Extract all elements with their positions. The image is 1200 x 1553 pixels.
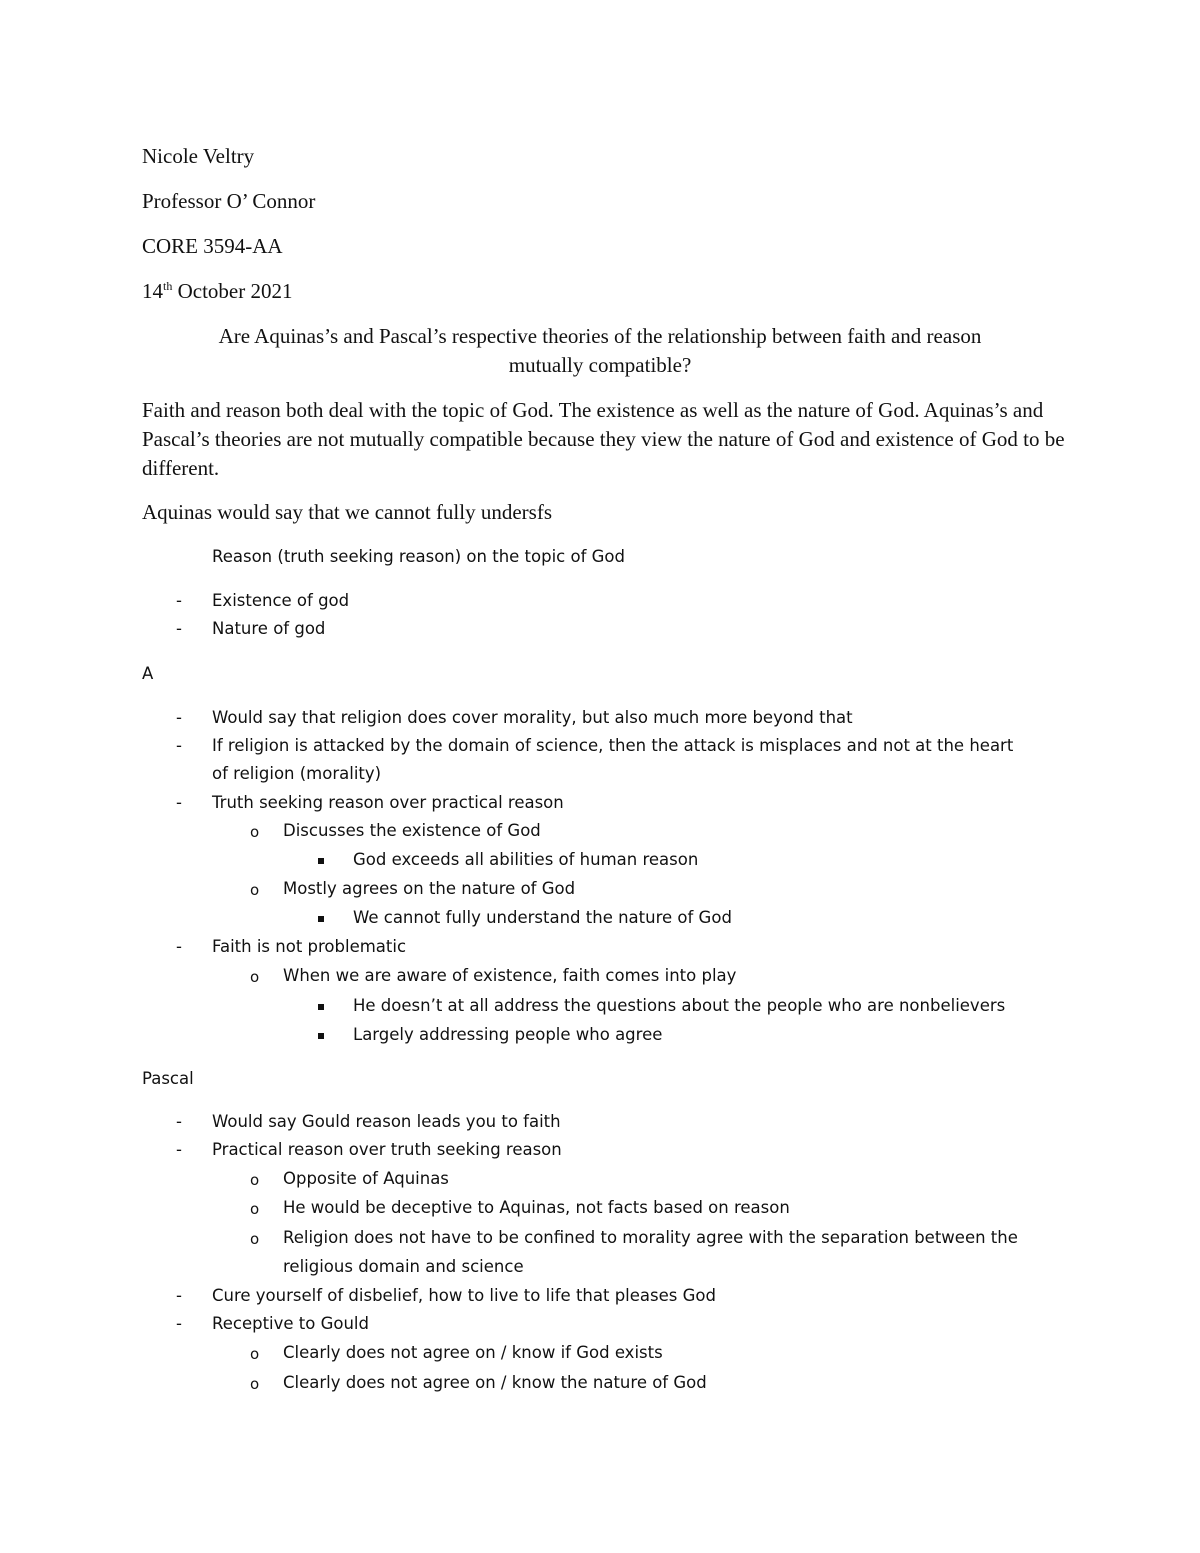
list-item: Would say Gould reason leads you to faith	[212, 1112, 561, 1131]
square-bullet-icon	[318, 916, 324, 922]
dash-bullet: -	[176, 591, 182, 610]
author-name: Nicole Veltry	[142, 144, 255, 168]
course-code: CORE 3594-AA	[142, 234, 283, 258]
circle-bullet: o	[250, 1375, 260, 1393]
list-item: Would say that religion does cover morality, but also much more beyond that	[212, 708, 853, 727]
list-item: Nature of god	[212, 619, 326, 638]
list-item: He doesn’t at all address the questions about the people who are nonbelievers	[353, 996, 1006, 1015]
list-item: God exceeds all abilities of human reason	[353, 850, 699, 869]
circle-bullet: o	[250, 881, 260, 899]
list-item: Cure yourself of disbelief, how to live to life that pleases God	[212, 1286, 716, 1305]
square-bullet-icon	[318, 1033, 324, 1039]
list-item: Clearly does not agree on / know if God exists	[283, 1343, 663, 1362]
document-date	[142, 281, 292, 302]
aquinas-sentence: Aquinas would say that we cannot fully undersfs	[142, 500, 553, 524]
circle-bullet: o	[250, 1345, 260, 1363]
square-bullet-icon	[318, 1004, 324, 1010]
section-label-a: A	[142, 664, 154, 683]
list-item: He would be deceptive to Aquinas, not facts based on reason	[283, 1198, 790, 1217]
date-day: 14	[142, 279, 163, 303]
list-item: Discusses the existence of God	[283, 821, 541, 840]
circle-bullet: o	[250, 1230, 260, 1248]
list-item: Largely addressing people who agree	[353, 1025, 663, 1044]
list-item: Receptive to Gould	[212, 1314, 369, 1333]
date-rest: October 2021	[172, 279, 293, 303]
dash-bullet: -	[176, 736, 182, 755]
list-item: Mostly agrees on the nature of God	[283, 879, 576, 898]
dash-bullet: -	[176, 1286, 182, 1305]
dash-bullet: -	[176, 793, 182, 812]
circle-bullet: o	[250, 1200, 260, 1218]
list-item-continuation: of religion (morality)	[212, 764, 382, 783]
professor-name: Professor O’ Connor	[142, 189, 316, 213]
list-item: Existence of god	[212, 591, 350, 610]
list-item: Opposite of Aquinas	[283, 1169, 449, 1188]
dash-bullet: -	[176, 1140, 182, 1159]
list-item: Faith is not problematic	[212, 937, 407, 956]
reason-heading: Reason (truth seeking reason) on the topic of God	[212, 547, 625, 566]
list-item: If religion is attacked by the domain of science, then the attack is misplaces and not at the heart	[212, 736, 1014, 755]
square-bullet-icon	[318, 858, 324, 864]
list-item: Clearly does not agree on / know the nature of God	[283, 1373, 707, 1392]
section-label-pascal: Pascal	[142, 1069, 194, 1088]
list-item: Religion does not have to be confined to morality agree with the separation between the	[283, 1228, 1018, 1247]
list-item: Truth seeking reason over practical reason	[212, 793, 564, 812]
dash-bullet: -	[176, 1314, 182, 1333]
list-item: We cannot fully understand the nature of God	[353, 908, 732, 927]
list-item: Practical reason over truth seeking reason	[212, 1140, 562, 1159]
circle-bullet: o	[250, 1171, 260, 1189]
dash-bullet: -	[176, 619, 182, 638]
dash-bullet: -	[176, 708, 182, 727]
circle-bullet: o	[250, 968, 260, 986]
date-suffix: th	[163, 279, 173, 293]
list-item: When we are aware of existence, faith comes into play	[283, 966, 737, 985]
essay-title-line-2: mutually compatible?	[508, 353, 692, 377]
intro-paragraph: Faith and reason both deal with the topic of God. The existence as well as the nature of God. Aquinas’s and Pascal’s theories are not mutually compatible because they view the nature of God and existence of God to be different.	[142, 398, 1065, 480]
essay-title	[142, 322, 1058, 380]
dash-bullet: -	[176, 937, 182, 956]
list-item-continuation: religious domain and science	[283, 1257, 524, 1276]
essay-title-line-1: Are Aquinas’s and Pascal’s respective theories of the relationship between faith and reason	[218, 324, 982, 348]
dash-bullet: -	[176, 1112, 182, 1131]
circle-bullet: o	[250, 823, 260, 841]
